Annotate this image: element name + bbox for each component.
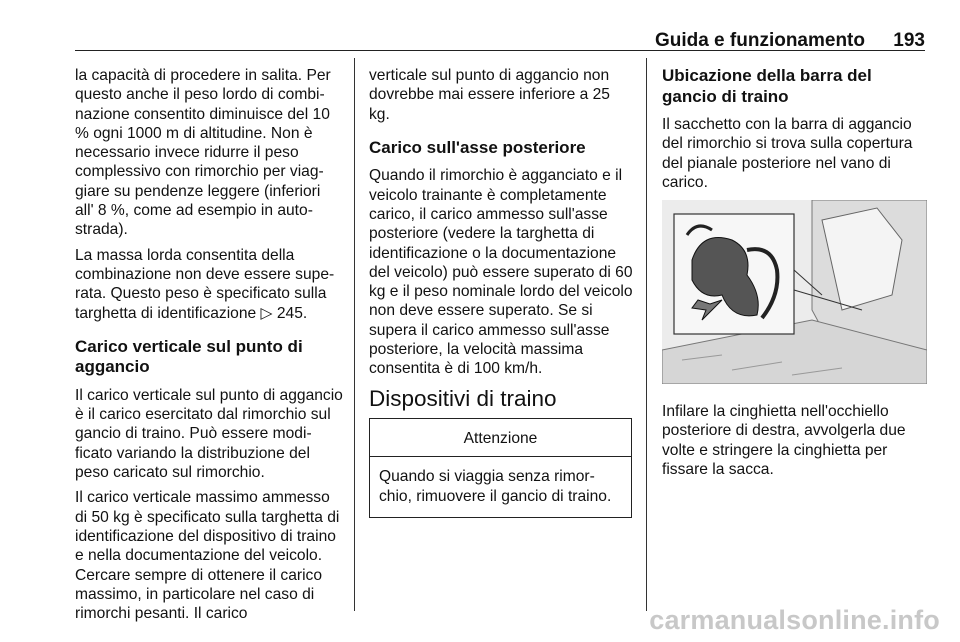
paragraph: Infilare la cinghietta nell'occhiello posteriore di destra, avvolgerla due volte e stringere la cinghietta per fissare la sacca.: [662, 403, 906, 479]
paragraph: Il carico verticale sul punto di aggancio è il carico esercitato dal rimorchio sul gancio di traino. Può essere modificato variando la distribuzione del peso caricato sul rimorchio.: [75, 386, 343, 482]
illustration-graphic: [662, 200, 927, 384]
paragraph: verticale sul punto di aggancio non dovrebbe mai essere inferiore a 25 kg.: [369, 67, 610, 123]
heading-rear-axle: Carico sull'asse posteriore: [369, 137, 586, 157]
column-divider: [354, 58, 355, 611]
column-divider: [646, 58, 647, 611]
watermark: carmanualsonline.info: [649, 605, 940, 635]
page-number: 193: [893, 30, 925, 51]
warning-title: Attenzione: [370, 419, 631, 457]
heading-bar-location: Ubicazione della barra del gancio di traino: [662, 66, 872, 106]
column-right: [662, 66, 928, 485]
heading-vertical-load: Carico verticale sul punto di aggancio: [75, 336, 303, 377]
paragraph: La massa lorda consentita della combinazione non deve essere superata. Questo peso è specificato sulla targhetta di identificazione ▷ 245.: [75, 246, 335, 322]
page-header: [75, 30, 925, 51]
page-ref-icon: ▷: [260, 304, 273, 322]
page-ref-link[interactable]: 245.: [276, 304, 308, 322]
heading-towing-devices: Dispositivi di traino: [369, 385, 557, 411]
paragraph: Quando il rimorchio è agganciato e il veicolo trainante è completamente carico, il carico ammesso sull'asse posteriore (vedere la targhetta di identificazione o la documentazione del veicolo) può essere superato di 60 kg e il peso nominale lordo del veicolo non deve essere superato. Se si supera il carico ammesso sull'asse posteriore, la velocità massima consentita è di 100 km/h.: [369, 167, 633, 378]
paragraph: la capacità di procedere in salita. Per questo anche il peso lordo di combinazione consentito diminuisce del 10 % ogni 1000 m di altitudine. Non è necessario invece ridurre il peso complessivo con rimorchio per viaggiare su pendenze leggere (inferiori all' 8 %, come ad esempio in autostrada).: [75, 67, 331, 239]
cargo-bag-illustration: [662, 200, 927, 384]
column-left: [75, 66, 343, 629]
paragraph: Il sacchetto con la barra di aggancio del rimorchio si trova sulla copertura del pianale posteriore nel vano di carico.: [662, 116, 913, 191]
paragraph: Il carico verticale massimo ammesso di 50 kg è specificato sulla targhetta di identificazione del dispositivo di traino e nella documentazione del veicolo. Cercare sempre di ottenere il carico massimo, in particolare nel caso di rimorchi pesanti. Il carico: [75, 489, 340, 623]
column-middle: [369, 66, 633, 518]
section-title: Guida e funzionamento: [654, 30, 865, 51]
warning-text: Quando si viaggia senza rimorchio, rimuovere il gancio di traino.: [379, 468, 612, 505]
warning-box: [369, 418, 632, 518]
